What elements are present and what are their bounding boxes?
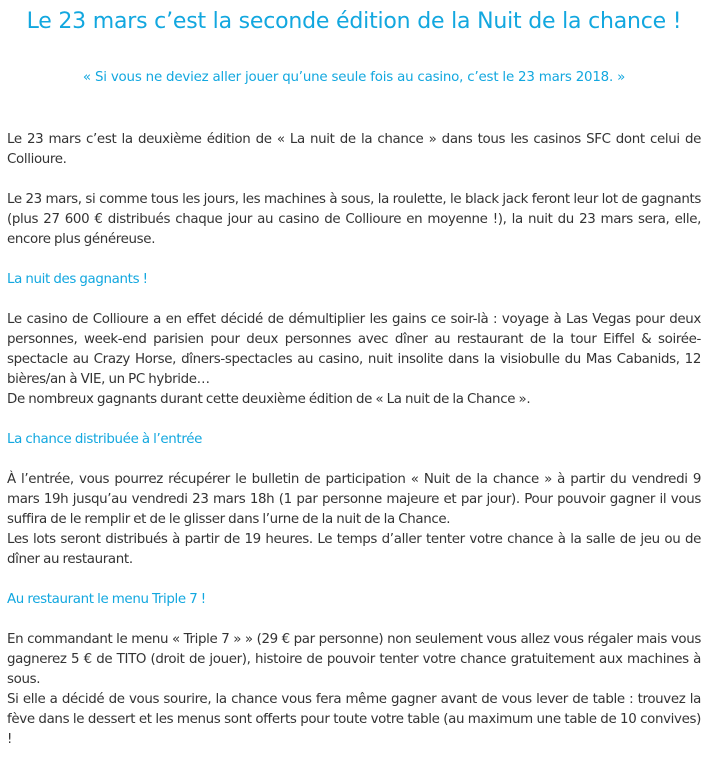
section-heading-entree: La chance distribuée à l’entrée	[7, 432, 202, 447]
section-heading-gagnants: La nuit des gagnants !	[7, 272, 148, 287]
article-title: Le 23 mars c’est la seconde édition de la Nuit de la chance !	[26, 9, 682, 34]
gagnants-paragraph-2: De nombreux gagnants durant cette deuxième édition de « La nuit de la Chance ».	[7, 392, 531, 407]
restaurant-paragraph-2: Si elle a décidé de vous sourire, la chance vous fera même gagner avant de vous lever de table : trouvez la fève dans le dessert et les menus sont offerts pour toute votre table (au maximum une table de 10 convives) !	[7, 692, 701, 747]
article-quote: « Si vous ne deviez aller jouer qu’une seule fois au casino, c’est le 23 mars 2018. »	[82, 70, 626, 85]
gagnants-paragraph: Le casino de Collioure a en effet décidé de démultiplier les gains ce soir-là : voyage à Las Vegas pour deux personnes, week-end parisien pour deux personnes avec dîner au restaurant de la tour Eiffel & soirée-spectacle au Crazy Horse, dîners-spectacles au casino, nuit insolite dans la visiobulle du Mas Cabanids, 12 bières/an à VIE, un PC hybride…	[7, 312, 701, 387]
entree-paragraph: À l’entrée, vous pourrez récupérer le bulletin de participation « Nuit de la chance » à partir du vendredi 9 mars 19h jusqu’au vendredi 23 mars 18h (1 par personne majeure et par jour). Pour pouvoir gagner il vous suffira de le remplir et de le glisser dans l’urne de la nuit de la Chance.	[7, 472, 701, 527]
intro-paragraph: Le 23 mars c’est la deuxième édition de « La nuit de la chance » dans tous les casinos SFC dont celui de Collioure.	[7, 132, 701, 167]
restaurant-paragraph: En commandant le menu « Triple 7 » » (29 € par personne) non seulement vous allez vous régaler mais vous gagnerez 5 € de TITO (droit de jouer), histoire de pouvoir tenter votre chance gratuitement aux machines à sous.	[7, 632, 701, 687]
gains-paragraph: Le 23 mars, si comme tous les jours, les machines à sous, la roulette, le black jack feront leur lot de gagnants (plus 27 600 € distribués chaque jour au casino de Collioure en moyenne !), la nuit du 23 mars sera, elle, encore plus généreuse.	[7, 192, 701, 247]
entree-paragraph-2: Les lots seront distribués à partir de 19 heures. Le temps d’aller tenter votre chance à la salle de jeu ou de dîner au restaurant.	[7, 532, 701, 567]
section-heading-restaurant: Au restaurant le menu Triple 7 !	[7, 592, 206, 607]
